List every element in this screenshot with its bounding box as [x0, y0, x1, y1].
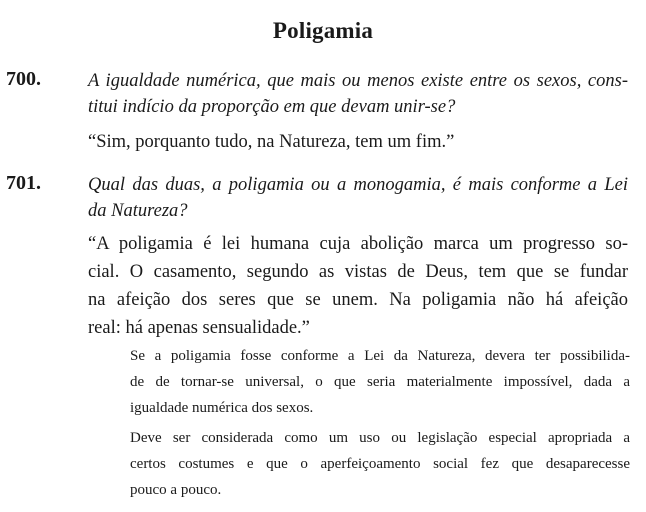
commentary-1-line-2: de de tornar-se universal, o que seria materialmente impossível, dada a	[130, 374, 630, 390]
answer-701-line-4: real: há apenas sensualidade.”	[88, 318, 310, 338]
question-number-700: 700.	[6, 68, 41, 90]
answer-701	[88, 230, 628, 342]
commentary-2-line-3: pouco a pouco.	[130, 482, 222, 498]
commentary-1-line-1: Se a poligamia fosse conforme a Lei da Natureza, devera ter possibilida-	[130, 348, 630, 364]
question-701-line-2: da Natureza?	[88, 201, 188, 221]
question-number-701: 701.	[6, 172, 41, 194]
answer-701-line-1: “A poligamia é lei humana cuja abolição marca um progresso so-	[88, 234, 628, 254]
commentary-paragraph-1	[130, 343, 630, 421]
question-701-line-1: Qual das duas, a poligamia ou a monogamia, é mais conforme a Lei	[88, 175, 628, 195]
commentary-2-line-2: certos costumes e que o aperfeiçoamento social fez que desaparecesse	[130, 456, 630, 472]
answer-701-line-2: cial. O casamento, segundo as vistas de Deus, tem que se fundar	[88, 262, 628, 282]
question-700-line-2: titui indício da proporção em que devam unir-se?	[88, 97, 456, 117]
answer-700-line-1: “Sim, porquanto tudo, na Natureza, tem um fim.”	[88, 132, 455, 152]
question-701	[88, 172, 628, 224]
answer-701-line-3: na afeição dos seres que se unem. Na poligamia não há afeição	[88, 290, 628, 310]
commentary-2-line-1: Deve ser considerada como um uso ou legislação especial apropriada a	[130, 430, 630, 446]
section-title: Poligamia	[272, 18, 374, 43]
commentary-1-line-3: igualdade numérica dos sexos.	[130, 400, 314, 416]
question-700	[88, 68, 628, 120]
question-700-line-1: A igualdade numérica, que mais ou menos existe entre os sexos, cons-	[88, 71, 628, 91]
commentary-paragraph-2	[130, 425, 630, 503]
answer-700	[88, 128, 628, 156]
